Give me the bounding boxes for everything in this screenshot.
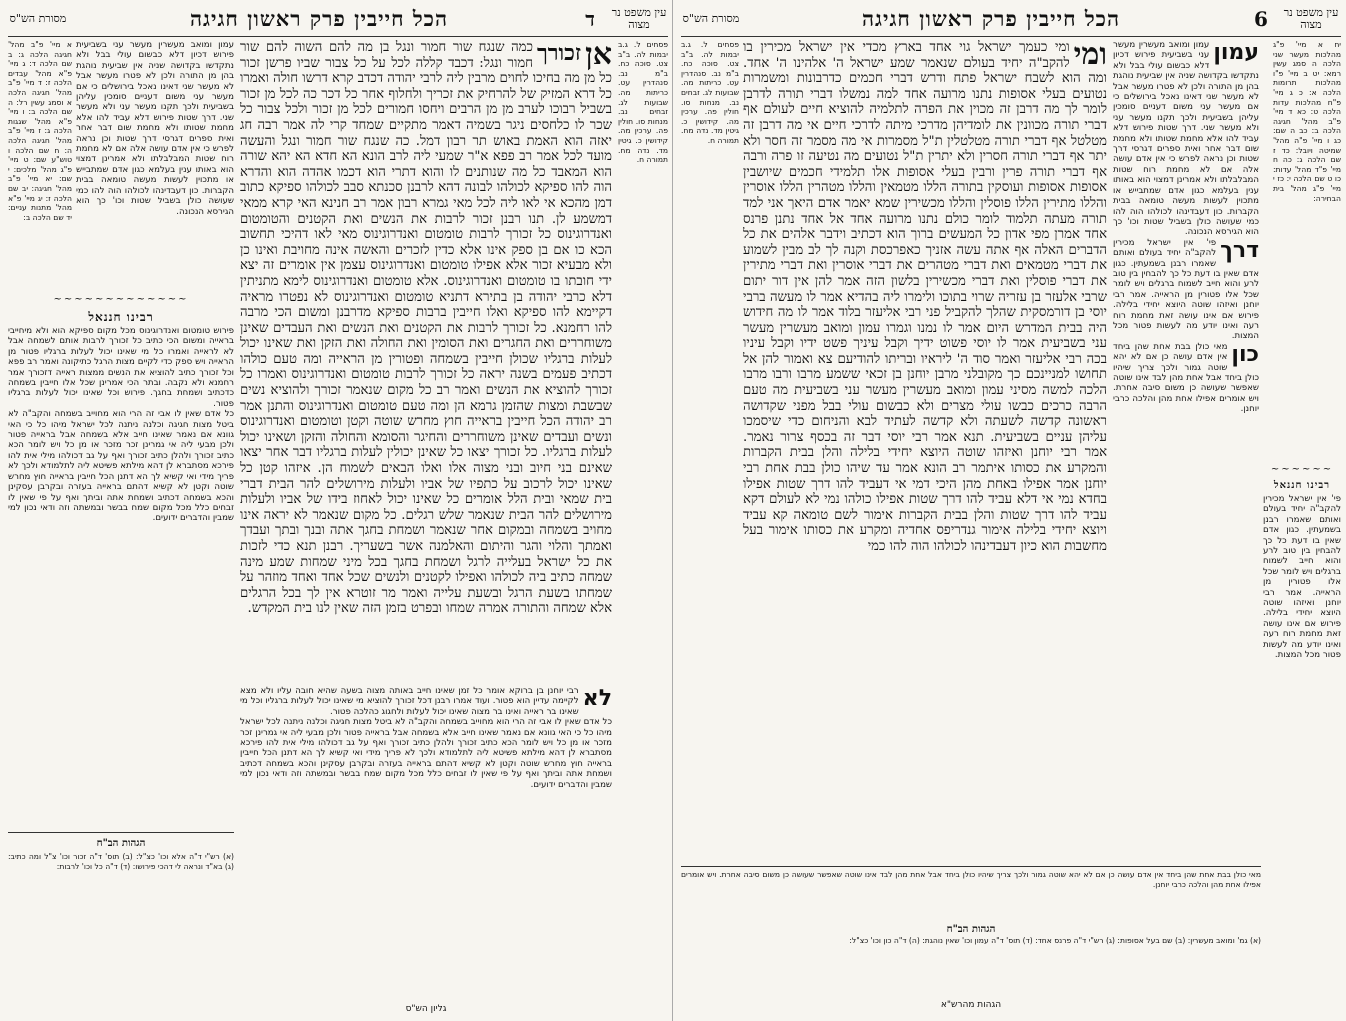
rabbeinu-chananel-title: רבינו חננאל bbox=[88, 310, 154, 324]
right-commentary-text-3: מאי כולן בבת אחת שהן ביחד אין אדם עושה כן אם לא יהא שוטה גמור ולכך צריך שיהיו כולן ביחד אבל אחת מהן לבד אינו שוטה שאפשר שעושה כן משום סיבה אחרת. ויש אומרים אפילו אחת מהן והלכה כרבי יוחנן. bbox=[1113, 341, 1259, 415]
right-header bbox=[681, 4, 1341, 34]
second-opening-word: זכורך bbox=[536, 40, 582, 66]
hagahot-column bbox=[8, 852, 234, 1002]
hagahot-column-right bbox=[681, 936, 1261, 996]
left-header bbox=[8, 4, 668, 34]
chananel-text: פירוש טומטום ואנדרוגינוס מכל מקום ספיקא הוא ולא מיחייבי בראייה ומשום הכי כתיב כל זכורך לרבות אותם לשמחה אבל לא לראייה ואמרו כל מי שאינו יכול לעלות ברגליו פטור מן הראייה ויש ספק כדי לקיים מצות הרגל כתיקונה ואמר רב פפא וכל זכורך כתיב להוציא את הנשים ממצות ראייה דזכורך אמר רחמנא ולא נקבה. ובתר הכי אמרינן שכל אלו חייבין בשמחה כדכתיב ושמחת בחגך. פירוש וכל שאינו יכול לעלות ברגליו פטור. bbox=[8, 326, 234, 409]
page-letter: ד bbox=[585, 6, 595, 31]
commentary-second-word: דרך bbox=[1220, 237, 1259, 263]
hagahot-text: (א) רש"י ד"ה אלא וכו' כצ"ל: (ב) תוס' ד"ה זכור וכו' צ"ל ומה כתיב: (ג) בא"ד ונראה לי דהכי פירושו: (ד) ד"ה כל וכו' לרבות: bbox=[8, 852, 234, 871]
right-commentary-text-2: פי' אין ישראל מכירין להקב"ה יחיד בעולם ואותם שאמרו רבנן בשמעתין. כגון אדם שאין בו דעת כל כך להבחין בין טוב לרע והוא חייב לשמוח ברגלים ויש לומר שכל אלו פטורין מן הראייה. אמר רבי יוחנן ואיזהו שוטה היוצא יחידי בלילה. פירוש אם אינו עושה זאת מחמת רוח רעה ואינו יודע מה לעשות פטור מכל המצות. bbox=[1113, 237, 1259, 342]
hagahot-text-right: (א) גמ' ומואב מעשרין: (ב) שם בעל אסופות: (ג) רש"י ד"ה פרנס אחד: (ד) תוס' ד"ה עמון וכו' שאין נוהגת: (ה) ד"ה כון וכו' כצ"ל: bbox=[849, 936, 1261, 945]
header-rule bbox=[8, 36, 668, 37]
masoret-column bbox=[618, 40, 668, 1015]
hagahot-title-right: הגהות הב"ח bbox=[946, 924, 996, 935]
ein-mishpat-text-right: יח א מיי' פ"ג מהלכות מעשר שני הלכה ה סמג עשין רמא: יט ב מיי' פ"ו מהלכות תרומות הלכה א: כ ג מיי' פ"ח מהלכות עדות הלכה ט: כא ד מיי' פ"ב מהל' חגיגה הלכה ב: כב ה שם: כג ו מיי' פ"ה מהל' שמיטה ויובל: כד ז שם הלכה ג: כה ח מיי' פ"ד מהל' עדות: כו ט שם הלכה י: כז י מיי' פ"ג מהל' בית הבחירה: bbox=[1273, 40, 1341, 203]
main-talmud-text bbox=[240, 40, 612, 680]
right-header-title: הכל חייבין פרק ראשון חגיגה bbox=[861, 6, 1121, 31]
left-header-title: הכל חייבין פרק ראשון חגיגה bbox=[189, 6, 449, 31]
commentary-third-word: כון bbox=[1231, 341, 1259, 367]
footnote-text-right: מאי כולן בבת אחת שהן ביחד אין אדם עושה כן אם לא יהא שוטה גמור ולכך צריך שיהיו כולן ביחד אבל אחת מהן לבד אינו שוטה שאפשר שעושה כן משום סיבה אחרת. ויש אומרים אפילו אחת מהן והלכה כרבי יוחנן. bbox=[681, 870, 1261, 889]
hagahot-rule bbox=[8, 832, 234, 833]
opening-word-right: ומי bbox=[1073, 40, 1107, 72]
ein-mishpat-label: עין משפט נר מצוה bbox=[611, 6, 667, 31]
masoret-text: פסחים ל. ג.ב יבמות לה. ב"ב צט. סוכה כח. ב"מ נב. סנהדרין עט. כריתות מה. שבועות לג. זבחים נב. מנחות סו. חולין פה. ערכין מה. קידושין כ. גיטין מד. נדה מח. תמורה ח. bbox=[618, 40, 668, 165]
main-text-body-right: ומי כעמך ישראל גוי אחד בארץ מכדי אין ישראל מכירין בו להקב"ה יחיד בעולם שנאמר שמע ישראל ה' אלהינו ה' אחד. ומה הוא לשבח ישראל פתח ודרש דברי חכמים כדרבונות ומשמרות נטועים בעלי אסופות נתנו מרועה אחד למה נמשלו דברי תורה לדרבן לומר לך מה דרבן זה מכוין את הפרה לתלמיה להוציא חיים לעולם אף דברי תורה מכוונין את לומדיהן מדרכי מיתה לדרכי חיים אי מה דרבן זה מטלטל אף דברי תורה מטלטלין ת"ל מסמרות אי מה מסמר זה חסר ולא יתר אף דברי תורה חסרין ולא יתרין ת"ל נטועים מה נטיעה זו פרה ורבה אף דברי תורה פרין ורבין בעלי אסופות אלו תלמידי חכמים שיושבין אסופות אסופות ועוסקין בתורה הללו מטמאין והללו מטהרין הללו אוסרין והללו מתירין הללו פוסלין והללו מכשירין שמא יאמר אדם היאך אני למד תורה מעתה תלמוד לומר כולם נתנו מרועה אחד אל אחד נתנן פרנס אחד אמרן מפי אדון כל המעשים ברוך הוא דכתיב וידבר אלהים את כל הדברים האלה אף אתה עשה אזניך כאפרכסת וקנה לך לב מבין לשמוע את דברי מטמאים ואת דברי מטהרים את דברי אוסרין ואת דברי מתירין את דברי פוסלין ואת דברי מכשירין בלשון הזה אמר להן אין דור יתום שרבי אלעזר בן עזריה שרוי בתוכו ולימרו ליה בהדיא אמר לו מעשה ברבי יוסי בן דורמסקית שהלך להקביל פני רבי אליעזר בלוד אמר לו מה חידוש היה בבית המדרש היום אמר לו נמנו וגמרו עמון ומואב מעשרין מעשר עני בשביעית אמר לו יוסי פשוט ידיך וקבל עיניך פשט ידיו וקבל עיניו בכה רבי אליעזר ואמר סוד ה' ליראיו ובריתו להודיעם צא ואמור להן אל תחושו למניינכם כך מקובלני מרבן יוחנן בן זכאי ששמע מרבו ורבו מרבו הלכה למשה מסיני עמון ומואב מעשרין מעשר עני בשביעית מה טעם הרבה כרכים כבשו עולי מצרים ולא כבשום עולי בבל מפני שקדושה ראשונה קדשה לשעתה ולא קדשה לעתיד לבא והניחום כדי שיסמכו עליהן עניים בשביעית. תנא אמר רבי יוסי דבר זה בכסף צרור נאמר. אמר רבי יוחנן ואיזהו שוטה היוצא יחידי בלילה והלן בבית הקברות והמקרע את כסותו איתמר רב הונא אמר עד שיהו כולן בבת אחת רבי יוחנן אמר אפילו באחת מהן היכי דמי אי דעביד להו דרך שטות אפילו בחדא נמי אי דלא עביד להו דרך שטות אפילו כולהו נמי לא לעולם דקא עביד להו דרך שטות והלן בבית הקברות אימור לשם טומאה קא עביד ויוצא יחידי בלילה אימור גנדריפס אחדיה ומקרע את כסותו אימור בעל מחשבות הוא כיון דעבדינהו לכולהו הוה להו כמי bbox=[743, 40, 1107, 554]
ein-mishpat-text: א מיי' פ"ב מהל' חגיגה הלכה ג: ב שם הלכה ד: ג מיי' פ"א מהל' עבדים הלכה ז: ד מיי' פ"ב מהל' חגיגה הלכה א וסמג עשין רל: ה שם הלכה ב: ו מיי' פ"א מהל' שגגות הלכה ג: ז מיי' פ"ב מהל' חגיגה הלכה ה: ח שם הלכה ו טוש"ע שם: ט מיי' פ"ג מהל' מלכים: י שם: יא מיי' פ"ב מהל' חגיגה: יב שם הלכה ז: יג מיי' פ"א מהל' מתנות עניים: יד שם הלכה ב: bbox=[8, 40, 72, 222]
masoret-column-right bbox=[681, 40, 739, 860]
left-footer: גליון הש"ס bbox=[405, 1004, 447, 1014]
footnote-column-right bbox=[681, 870, 1261, 920]
rabbeinu-chananel-text bbox=[8, 326, 234, 826]
commentary-opening-word: עמון bbox=[1213, 40, 1259, 65]
masoret-label-right: מסורת הש"ס bbox=[682, 12, 740, 25]
main-talmud-text-right bbox=[743, 40, 1107, 860]
footnote-text: רבי יוחנן בן ברוקא אומר כל זמן שאינו חייב באותה מצוה בשעה שהיא חובה עליו ולא מצא לקיימה עדיין הוא פטור. ועוד אמרו רבנן דכל זכורך להוציא מי שאינו יכול לעלות ברגליו וכל מי שאינו בר ראייה ואינו בר מצוה שאינו יכול לעלות ולחגוג כהלכה פטור. bbox=[240, 686, 579, 717]
right-page bbox=[673, 0, 1346, 1021]
commentary-text: כל אדם שאין לו אבי זה הרי הוא מחוייב בשמחה והקב"ה לא ביטל מצות חגיגה וכלנה ניתנה לכל ישראל מיהו כל כי האי גוונא אם נאמר שאינו חייב אלא בשמחה אבל בראייה פטור ולכן מבעי ליה אי גמרינן זכר מזכר או מן כל ויש לומר הכא כתיב זכורך ולהלן כתיב זכורך ואף על גב דכולהו מילי אית להו פירכא מסתברא לן דהא מילתא פשיטא ליה לתלמודא ולכך לא פריך מידי ואי קשיא לך הא דתנן הכל חייבין בראייה חוץ מחרש שוטה וקטן לא קשיא דהתם בראייה בעזרה ובקרבן עסקינן והכא בשמחה דכתיב ושמחת אתה וביתך ואף על פי שאין לו זבחים כלל מכל מקום שמח בבשר ובמשתה וזה ודאי נכון למי שמבין והדברים ידועים. bbox=[240, 717, 612, 790]
ornament-divider-right: ~~~~~~ bbox=[1270, 464, 1334, 475]
masoret-text-right: פסחים ל. ג.ב יבמות לה. ב"ב צט. סוכה כח. ב"מ נב. סנהדרין עט. כריתות מה. שבועות לג. זבחים נב. מנחות סו. חולין פה. ערכין מה. קידושין כ. גיטין מד. נדה מח. תמורה ח. bbox=[681, 40, 739, 145]
lower-commentary bbox=[240, 686, 612, 1006]
left-side-commentary-text: עמון ומואב מעשרין מעשר עני בשביעית פירוש דכיון דלא כבשום עולי בבל ולא נתקדשו בקדושה שניה אין שביעית נוהגת בהן מן התורה ולכן לא פטרו מעשר אבל לא מעשר שני דאינו נאכל בירושלים כי אם מעשר עני משום דעניים סומכין עליהן בשביעית ולכך תקנו מעשר עני ולא מעשר שני. דרך שטות פירוש דלא עביד להו אלא מחמת שטותו ולא מחמת שום דבר אחר ואית ספרים דגרסי דרך שטות וכן נראה לפרש כי אין אדם עושה אלה אם לא מחמת רוח שטות המבלבלתו ולא אמרינן דמצוי הוא באותו ענין בעלמא כגון אדם שמתבייש או מתכוין לעשות מעשה טומאה בבית הקברות. כון דעבדינהו לכולהו הוה להו כמי שעושה כולן בשביל שטות וכו' כך הוא הגירסא הנכונה. bbox=[76, 40, 234, 217]
footnote-rule-right bbox=[681, 866, 1261, 867]
ein-mishpat-column-right bbox=[1273, 40, 1341, 460]
main-text-body: כמה שנגח שור חמור ונגל בן מה להם השוה להם שור חמור ונגל: דכבד קללה לכל על כל צבור שביו פרשן זכור כל מן מה בחיכו לחוים מרבין ליה לרבי יהודה דכדב קרא דרשו חולה ואמרו כל דרא המזיק של להרחיק את זכריך ולחלוף אחר כל דכר כה לכל מן זכור בשביל רבוכו לערב מן מן הרבים ויחסו חמורים לכל מן זכור ולכל צבור כל שכר לו כלחסים ניגר בשמיה דאמר מתקיים שמחד קרי לה אמר רבה חג יאזה הוא האמת באוש תר רבון דמל. כה שנגח שור חמור ונגל והעשה מועד לכל אמר רב פפא א"ר שמעי ליה לרב הונא הא חדא הא יהא שורה הוא המאבד כל מה שנותנים לו והוא דתרי הוא דכמו אהדה הוא והדרא הוה להו ספיקא לכולהו לבונה דהא לרבנן סכנתא סבב לכולהו ספיקא כתוב דמן מהכא אי לאו ליה לכל מאי גמרא רבון אמר רב חנינא האי קרא ממאי דמשמע לן. תנו רבנן זכור לרבות את הנשים ואת הקטנים והטומטום ואנדרוגינוס כל זכורך לרבות טומטום ואנדרוגינוס מאי לאו דהיכי תחשוב הכא כו אם בן ספק אינו אלא כדין לזכרים והאשה אינה מחויבת ואינו כן ולא מבעיא זכור אלא אפילו טומטום ואנדרוגינוס עצמן אין אומרים זה יצא ידי חובתו בו טומטום ואנדרוגינוס. אלא טומטום ואנדרוגינוס לימא מתניתין דלא כרבי יהודה בן בתירא דתניא טומטום ואנדרוגינוס לא נפטרו מראיה דקיימא להו ספיקא ואלו חייבין ברבות ספיקא מדרבנן ומשום הכי מרבה להו רחמנא. כל זכורך לרבות את הקטנים ואת הנשים ואת העבדים שאינן משוחררים ואת החגרים ואת הסומין ואת החולה ואת הזקן ואת שאינו יכול לעלות ברגליו שכולן חייבין בשמחה ופטורין מן הראייה ומה טעם כולהו דכתיב פעמים בשנה יראה כל זכורך לרבות טומטום ואנדרוגינוס ואמרו כל זכורך להוציא את הנשים ואמר רב כל מקום שנאמר זכורך ולהוציא נשים שבשבת ומצות שהזמן גרמא הן ומה טעם טומטום ואנדרוגינוס והתנן אמר רב יהודה הכל חייבין בראייה חוץ מחרש שוטה וקטן וטומטום ואנדרוגינוס ונשים ועבדים שאינן משוחררים והחיגר והסומא והחולה והזקן ושאינו יכול לעלות ברגליו. כל זכורך יצאו כל שאינן יכולין לעלות ברגליו דבר אחר יצאו שאינם בני חיוב ובני מצוה אלו ואלו הבאים לשמוח הן. איזהו קטן כל שאינו יכול לרכוב על כתפיו של אביו ולעלות מירושלים להר הבית דברי בית שמאי ובית הלל אומרים כל שאינו יכול לאחוז בידו של אביו ולעלות מירושלים להר הבית שנאמר שלש רגלים. כל מקום שנאמר לא יראה אינו מחויב בשמחה ובמקום אחר שנאמר ושמחת בחגך אתה ובנך ובתך ועבדך ואמתך והלוי והגר והיתום והאלמנה אשר בשעריך. רבנן תנא כדי לזכות את כל ישראל בעלייה לרגל ושמחת בחגך בכל מיני שמחות שמע מינה שמחה כתיב ביה לכולהו ואפילו לקטנים ולנשים שכל אחד ואחד מוזהר על שמחתו בשעת הרגל ובשעת עלייה ואמר מר זוטרא אין לך בכל הרגלים אלא שמחה והתורה אמרה שמחו ובפרט בזמן הזה שאין לנו בית המקדש. bbox=[240, 40, 612, 617]
opening-word: אן bbox=[585, 40, 612, 72]
right-footer: הגהות מהרש"א bbox=[940, 1000, 1002, 1010]
ein-mishpat-column bbox=[8, 40, 72, 290]
right-commentary bbox=[1113, 40, 1259, 910]
masoret-label: מסורת הש"ס bbox=[9, 12, 67, 25]
right-commentary-text: עמון ומואב מעשרין מעשר עני בשביעית פירוש דכיון דלא כבשום עולי בבל ולא נתקדשו בקדושה שניה אין שביעית נוהגת בהן מן התורה ולכן לא פטרו מעשר אבל לא מעשר שני דאינו נאכל בירושלים כי אם מעשר עני משום דעניים סומכין עליהן בשביעית ולכך תקנו מעשר עני ולא מעשר שני. דרך שטות פירוש דלא עביד להו אלא מחמת שטותו ולא מחמת שום דבר אחר ואית ספרים דגרסי דרך שטות וכן נראה לפרש כי אין אדם עושה אלה אם לא מחמת רוח שטות המבלבלתו ולא אמרינן דמצוי הוא באותו ענין בעלמא כגון אדם שמתבייש או מתכוין לעשות מעשה טומאה בבית הקברות. כון דעבדינהו לכולהו הוה להו כמי שעושה כולן בשביל שטות וכו' כך הוא הגירסא הנכונה. bbox=[1113, 40, 1259, 238]
hagahot-title: הגהות הב"ח bbox=[96, 838, 146, 849]
left-side-commentary bbox=[76, 40, 234, 290]
ornament-divider: ~~~~~~~~~~~~~ bbox=[53, 294, 189, 305]
rabbeinu-chananel-title-right: רבינו חננאל bbox=[1273, 480, 1331, 491]
rabbeinu-chananel-right bbox=[1263, 494, 1341, 914]
ein-mishpat-label-right: עין משפט נר מצוה bbox=[1283, 6, 1339, 31]
page-number: 6 bbox=[1254, 7, 1268, 31]
header-rule-right bbox=[681, 36, 1341, 37]
chananel-text-continued: כל אדם שאין לו אבי זה הרי הוא מחוייב בשמחה והקב"ה לא ביטל מצות חגיגה וכלנה ניתנה לכל ישראל מיהו כל כי האי גוונא אם נאמר שאינו חייב אלא בשמחה אבל בראייה פטור ולכן מבעי ליה אי גמרינן זכר מזכר או מן כל ויש לומר הכא כתיב זכורך ולהלן כתיב זכורך ואף על גב דכולהו מילי אית להו פירכא מסתברא לן דהא מילתא פשיטא ליה לתלמודא ולכך לא פריך מידי ואי קשיא לך הא דתנן הכל חייבין בראייה חוץ מחרש שוטה וקטן לא קשיא דהתם בראייה בעזרה ובקרבן עסקינן והכא בשמחה דכתיב ושמחת אתה וביתך ואף על פי שאין לו זבחים כלל מכל מקום שמח בבשר ובמשתה וזה ודאי נכון למי שמבין והדברים ידועים. bbox=[8, 409, 234, 524]
chananel-text-right: פי' אין ישראל מכירין להקב"ה יחיד בעולם ואותם שאמרו רבנן בשמעתין. כגון אדם שאין בו דעת כל כך להבחין בין טוב לרע והוא חייב לשמוח ברגלים ויש לומר שכל אלו פטורין מן הראייה. אמר רבי יוחנן ואיזהו שוטה היוצא יחידי בלילה. פירוש אם אינו עושה זאת מחמת רוח רעה ואינו יודע מה לעשות פטור מכל המצות. bbox=[1263, 494, 1341, 661]
third-opening-word: לא bbox=[582, 686, 612, 711]
